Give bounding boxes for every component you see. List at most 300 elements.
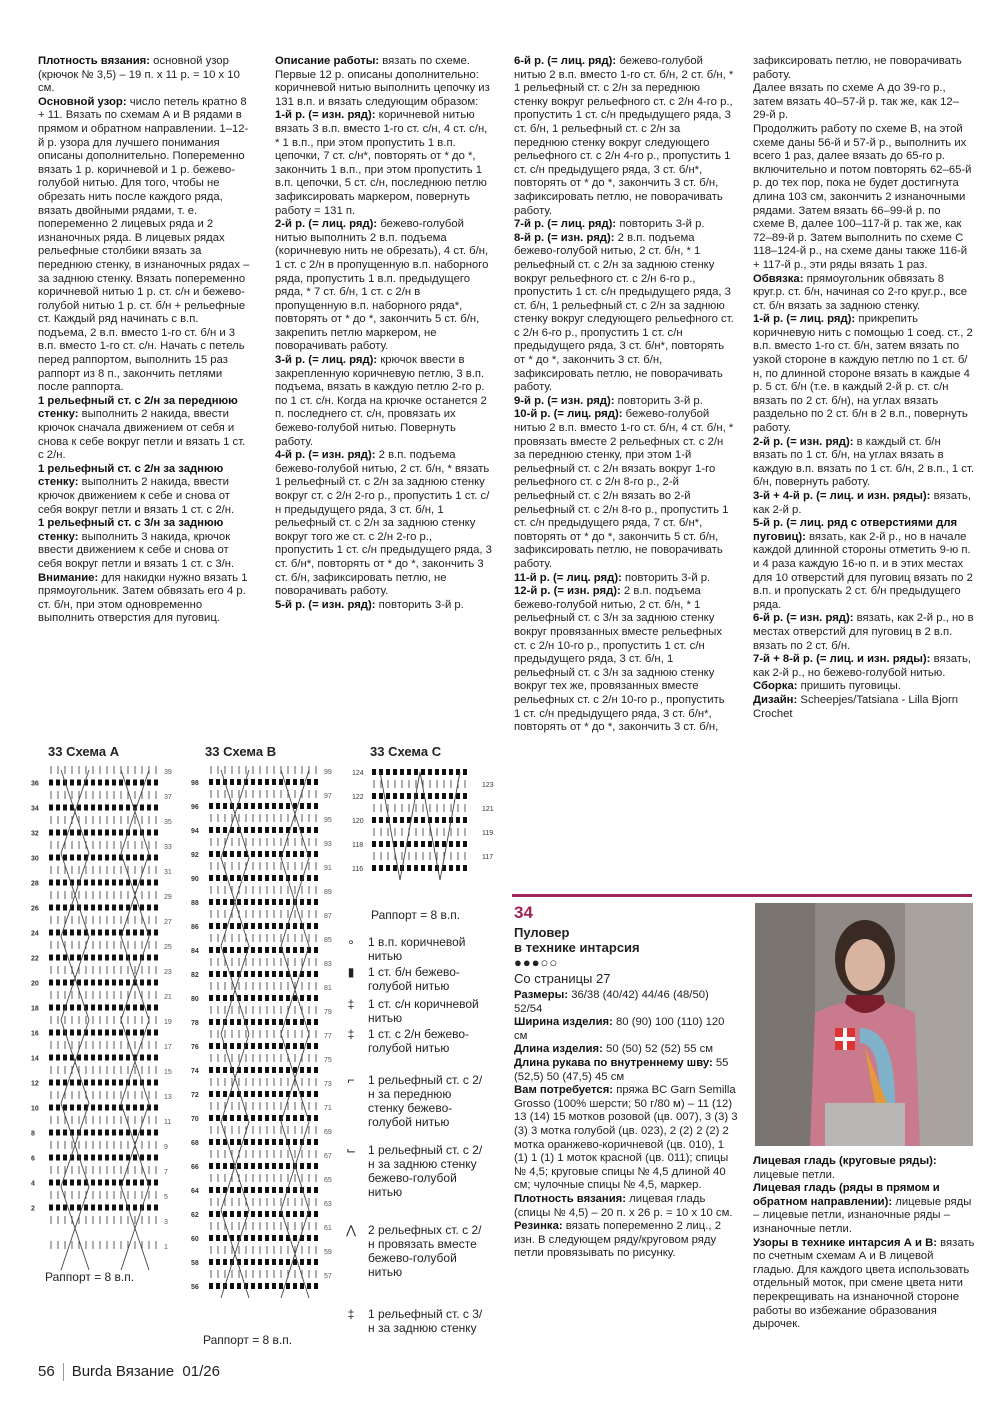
sc-stitch — [112, 1180, 116, 1186]
intarsia: Узоры в технике интарсия А и В: вязать по счетным схемам А и В лицевой гладью. Для каждого цвета использовать отдельный моток, при смене цвета нити перекрещивать на изнаночной стороне работы во избежание образования дырочек. — [753, 1236, 975, 1331]
sc-stitch — [244, 875, 248, 881]
row-number: 118 — [352, 842, 364, 849]
sc-stitch — [119, 955, 123, 961]
sc-stitch — [147, 880, 151, 886]
sc-stitch — [112, 980, 116, 986]
sc-stitch — [56, 1080, 60, 1086]
row-number: 64 — [191, 1188, 199, 1195]
sc-stitch — [286, 1019, 290, 1025]
sc-stitch — [216, 995, 220, 1001]
row-number: 39 — [164, 769, 172, 776]
sc-stitch — [272, 1187, 276, 1193]
row-number: 91 — [324, 865, 332, 872]
row-number: 14 — [31, 1055, 39, 1063]
sc-stitch — [407, 793, 411, 799]
sc-stitch — [237, 899, 241, 905]
sc-stitch — [372, 841, 376, 847]
sc-stitch — [258, 803, 262, 809]
row-number: 80 — [191, 996, 199, 1003]
sc-stitch — [140, 1005, 144, 1011]
row-number: 33 — [164, 844, 172, 851]
sc-stitch — [307, 1283, 311, 1289]
sc-stitch — [91, 955, 95, 961]
row-number: 28 — [31, 880, 39, 888]
sc-stitch — [56, 1105, 60, 1111]
sc-stitch — [133, 780, 137, 786]
sc-stitch — [216, 803, 220, 809]
sc-stitch — [133, 830, 137, 836]
sc-stitch — [147, 1055, 151, 1061]
decrease-icon: ⋀ — [346, 1223, 356, 1237]
sc-stitch — [314, 1067, 318, 1073]
sc-stitch — [244, 971, 248, 977]
sc-stitch — [91, 1180, 95, 1186]
sc-stitch — [216, 1115, 220, 1121]
column-1 — [38, 55, 250, 626]
sc-stitch — [209, 1067, 213, 1073]
sc-stitch — [400, 769, 404, 775]
sc-stitch — [70, 1180, 74, 1186]
sc-stitch — [49, 1105, 53, 1111]
sc-stitch — [70, 955, 74, 961]
row-number: 26 — [31, 905, 39, 913]
sc-stitch — [84, 1080, 88, 1086]
sc-stitch — [63, 1105, 67, 1111]
sc-stitch — [154, 805, 158, 811]
sc-stitch — [251, 1283, 255, 1289]
row-number: 96 — [191, 804, 199, 811]
sc-stitch — [279, 1235, 283, 1241]
sc-stitch — [112, 1205, 116, 1211]
sc-stitch — [400, 793, 404, 799]
sc-stitch — [119, 805, 123, 811]
sc-stitch — [307, 995, 311, 1001]
sc-stitch — [258, 1043, 262, 1049]
row-number: 92 — [191, 852, 199, 859]
paragraph-assembly: Сборка: пришить пуговицы. — [753, 680, 901, 693]
sc-stitch — [314, 1139, 318, 1145]
sc-stitch — [105, 1155, 109, 1161]
sc-stitch — [279, 1259, 283, 1265]
sc-stitch — [272, 1019, 276, 1025]
sc-stitch — [407, 865, 411, 871]
sc-stitch — [91, 930, 95, 936]
sc-stitch — [258, 995, 262, 1001]
sc-stitch — [154, 1130, 158, 1136]
sc-stitch — [307, 1163, 311, 1169]
sc-stitch — [251, 803, 255, 809]
sc-stitch — [119, 1055, 123, 1061]
row-number: 63 — [324, 1201, 332, 1208]
sc-stitch — [463, 769, 467, 775]
sc-stitch — [307, 803, 311, 809]
row-number: 13 — [164, 1094, 172, 1101]
sc-stitch — [126, 1005, 130, 1011]
sc-stitch — [91, 1105, 95, 1111]
sc-stitch — [244, 1235, 248, 1241]
edging-row-7-8: 7-й + 8-й р. (= лиц. и изн. ряды): вязать, как 2-й р., но бежево-голубой нитью. — [753, 653, 971, 679]
sc-stitch — [286, 1163, 290, 1169]
sc-stitch — [293, 1283, 297, 1289]
sc-stitch — [63, 1205, 67, 1211]
sc-stitch — [272, 1283, 276, 1289]
scheme-b-chart — [175, 760, 335, 1300]
sc-stitch — [119, 980, 123, 986]
sc-stitch — [56, 1030, 60, 1036]
sc-stitch — [49, 1155, 53, 1161]
sc-stitch — [442, 841, 446, 847]
tr-icon: ‡ — [347, 1027, 355, 1041]
row-number: 3 — [164, 1219, 168, 1226]
sc-stitch — [209, 1019, 213, 1025]
row-number: 70 — [191, 1116, 199, 1123]
sc-stitch — [154, 955, 158, 961]
sc-stitch — [216, 923, 220, 929]
sc-stitch — [237, 1187, 241, 1193]
sc-stitch — [223, 851, 227, 857]
sc-stitch — [279, 1091, 283, 1097]
sc-stitch — [126, 1130, 130, 1136]
model-34-info — [514, 925, 739, 1261]
sc-stitch — [386, 793, 390, 799]
sc-stitch — [147, 905, 151, 911]
sc-stitch — [272, 1259, 276, 1265]
row-3: 3-й р. (= лиц. ряд): крючок ввести в закрепленную коричневую петлю, 3 в.п. подъема, вязать в каждую петлю 2-го р. по 1 ст. с/н. Когда на крючке останется 2 п. последнего ст. с/н, провязать их бежево-голубой нитью. Повернуть работу. — [275, 354, 487, 448]
row-number: 68 — [191, 1140, 199, 1147]
sc-stitch — [56, 955, 60, 961]
sc-stitch — [91, 855, 95, 861]
sc-stitch — [230, 1187, 234, 1193]
sc-stitch — [63, 1080, 67, 1086]
dc-icon: ‡ — [347, 997, 355, 1011]
sc-stitch — [98, 980, 102, 986]
sc-stitch — [63, 905, 67, 911]
sc-stitch — [209, 1139, 213, 1145]
sc-stitch — [230, 1283, 234, 1289]
sc-stitch — [286, 1043, 290, 1049]
sc-stitch — [147, 1205, 151, 1211]
sc-stitch — [98, 1105, 102, 1111]
sc-stitch — [393, 865, 397, 871]
sc-stitch — [77, 830, 81, 836]
sc-stitch — [105, 930, 109, 936]
sc-stitch — [300, 1259, 304, 1265]
sc-stitch — [300, 1163, 304, 1169]
sc-stitch — [293, 803, 297, 809]
gauge: Плотность вязания: лицевая гладь (спицы № 4,5) – 20 п. х 26 р. = 10 х 10 см. — [514, 1192, 733, 1219]
sc-stitch — [421, 841, 425, 847]
sc-stitch — [251, 1115, 255, 1121]
scheme-a-chart — [20, 760, 180, 1270]
sc-stitch — [258, 1091, 262, 1097]
sc-stitch — [393, 793, 397, 799]
rib: Резинка: вязать попеременно 2 лиц., 2 изн. В следующем ряду/круговом ряду петли провязывать по рисунку. — [514, 1220, 721, 1260]
sc-stitch — [133, 1080, 137, 1086]
sc-stitch — [209, 1235, 213, 1241]
row-10: 10-й р. (= лиц. ряд): бежево-голубой нитью 2 в.п. вместо 1-го ст. б/н, 4 ст. б/н, * провязать вместе 2 рельефных ст. с 2/н за переднюю стенку, при этом 1-й рельефный ст. с 2/н вязать вокруг 1-го рельефного ст. с 2/н 8-го р., 2-й рельефный ст. с 2/н вязать во 2-й рельефный ст. с 2/н 8-го р., пропустить 1 ст. с/н предыдущего ряда, 7 ст. б/н*, повторять от * до *, закончить 5 ст. б/н, зафиксировать петлю, не поворачивать работу. — [514, 408, 734, 570]
sc-stitch — [119, 1205, 123, 1211]
sc-stitch — [251, 923, 255, 929]
sc-stitch — [272, 947, 276, 953]
sc-stitch — [140, 1155, 144, 1161]
row-number: 31 — [164, 869, 172, 876]
sc-stitch — [314, 1163, 318, 1169]
sc-stitch — [293, 1043, 297, 1049]
sc-stitch — [251, 1067, 255, 1073]
sc-stitch — [49, 1030, 53, 1036]
row-number: 98 — [191, 780, 199, 787]
sc-stitch — [300, 851, 304, 857]
row-9: 9-й р. (= изн. ряд): повторить 3-й р. — [514, 394, 703, 407]
sc-stitch — [265, 827, 269, 833]
sc-stitch — [407, 841, 411, 847]
row-number: 93 — [324, 841, 332, 848]
sc-stitch — [140, 1030, 144, 1036]
sc-stitch — [154, 980, 158, 986]
row-number: 85 — [324, 937, 332, 944]
sc-stitch — [56, 780, 60, 786]
sc-stitch — [56, 830, 60, 836]
magazine-name: Burda Вязание — [71, 1363, 175, 1380]
row-number: 74 — [191, 1068, 199, 1075]
sc-stitch — [147, 1005, 151, 1011]
sc-stitch — [63, 880, 67, 886]
sc-stitch — [77, 805, 81, 811]
sc-stitch — [258, 1139, 262, 1145]
sc-stitch — [258, 851, 262, 857]
sc-stitch — [428, 841, 432, 847]
row-number: 19 — [164, 1019, 172, 1026]
post-stitch-line — [380, 772, 460, 880]
model-photo — [755, 903, 973, 1146]
sc-stitch — [63, 1130, 67, 1136]
sc-stitch — [56, 1155, 60, 1161]
sc-stitch — [209, 1163, 213, 1169]
sc-stitch — [286, 947, 290, 953]
sc-stitch — [244, 827, 248, 833]
paragraph-design: Дизайн: Scheepjes/Tatsiana - Lilla Bjorn Crochet — [753, 693, 959, 720]
sc-stitch — [314, 1235, 318, 1241]
sc-stitch — [49, 1080, 53, 1086]
sc-stitch — [105, 955, 109, 961]
sc-stitch — [279, 1139, 283, 1145]
sc-stitch — [265, 1139, 269, 1145]
sc-stitch — [209, 803, 213, 809]
row-number: 30 — [31, 855, 39, 863]
sc-stitch — [209, 851, 213, 857]
sc-stitch — [244, 899, 248, 905]
sc-stitch — [258, 1211, 262, 1217]
row-number: 37 — [164, 794, 172, 801]
sc-stitch — [154, 1105, 158, 1111]
sc-stitch — [421, 817, 425, 823]
sc-stitch — [133, 1155, 137, 1161]
sc-stitch — [258, 1259, 262, 1265]
sc-stitch — [428, 793, 432, 799]
sc-stitch — [449, 793, 453, 799]
sc-stitch — [91, 980, 95, 986]
sc-stitch — [209, 995, 213, 1001]
row-number: 1 — [164, 1244, 168, 1251]
sc-stitch — [379, 769, 383, 775]
sc-stitch — [216, 827, 220, 833]
sc-stitch — [300, 1067, 304, 1073]
sc-stitch — [251, 1187, 255, 1193]
sc-stitch — [258, 827, 262, 833]
row-number: 34 — [31, 805, 39, 813]
sc-stitch — [49, 855, 53, 861]
edging-row-3-4: 3-й + 4-й р. (= лиц. и изн. ряды): вязать, как 2-й р. — [753, 490, 971, 516]
row-number: 89 — [324, 889, 332, 896]
sc-stitch — [56, 855, 60, 861]
sc-stitch — [244, 1187, 248, 1193]
sc-stitch — [216, 1211, 220, 1217]
sc-stitch — [49, 905, 53, 911]
sc-stitch — [449, 841, 453, 847]
sc-stitch — [386, 865, 390, 871]
row-number: 66 — [191, 1164, 199, 1171]
sc-stitch — [223, 947, 227, 953]
sc-stitch — [279, 995, 283, 1001]
row-number: 99 — [324, 769, 332, 776]
row-number: 94 — [191, 828, 199, 835]
sc-stitch — [49, 780, 53, 786]
sc-stitch — [126, 1105, 130, 1111]
sc-stitch — [140, 855, 144, 861]
edging-row-6: 6-й р. (= изн. ряд): вязать, как 2-й р., но в местах отверстий для пуговиц в 2 в.п. вязать по 2 ст. б/н. — [753, 612, 974, 652]
sc-stitch — [314, 923, 318, 929]
sc-stitch — [216, 851, 220, 857]
sc-stitch — [279, 875, 283, 881]
sc-stitch — [105, 1180, 109, 1186]
paragraph-next: Далее вязать по схеме А до 39-го р., затем вязать 40–57-й р. так же, как 12–29-й р. — [753, 82, 959, 122]
sc-stitch — [258, 1019, 262, 1025]
paragraph-edging: Обвязка: прямоугольник обвязать 8 круг.р. ст. б/н, начиная со 2-го круг.р., все ст. б/н вязать за заднюю стенку. — [753, 272, 968, 312]
sc-stitch — [279, 1283, 283, 1289]
sc-stitch — [300, 1115, 304, 1121]
sc-stitch — [237, 1139, 241, 1145]
sc-stitch — [293, 1211, 297, 1217]
sc-stitch — [314, 875, 318, 881]
sc-stitch — [251, 1163, 255, 1169]
sc-stitch — [105, 1005, 109, 1011]
sc-stitch — [112, 805, 116, 811]
sc-stitch — [223, 971, 227, 977]
sc-stitch — [133, 930, 137, 936]
sc-stitch — [237, 1019, 241, 1025]
sc-stitch — [216, 1091, 220, 1097]
sc-stitch — [244, 1259, 248, 1265]
sc-stitch — [237, 851, 241, 857]
sc-stitch — [251, 947, 255, 953]
page-number: 56 — [38, 1363, 55, 1380]
sc-stitch — [314, 1211, 318, 1217]
sc-stitch — [435, 841, 439, 847]
sc-stitch — [84, 980, 88, 986]
sc-stitch — [154, 880, 158, 886]
row-number: 71 — [324, 1105, 332, 1112]
sc-stitch — [314, 947, 318, 953]
sc-stitch — [77, 1205, 81, 1211]
sc-stitch — [49, 930, 53, 936]
sc-stitch — [56, 1005, 60, 1011]
sc-stitch — [237, 779, 241, 785]
back-post-3-icon: ‡ — [347, 1307, 355, 1321]
sc-stitch — [112, 830, 116, 836]
sc-stitch — [279, 899, 283, 905]
sc-stitch — [300, 1043, 304, 1049]
sc-stitch — [251, 851, 255, 857]
sc-stitch — [251, 1043, 255, 1049]
sc-stitch — [133, 1105, 137, 1111]
sc-stitch — [98, 805, 102, 811]
column-4 — [753, 55, 975, 721]
sc-stitch — [119, 1030, 123, 1036]
sc-stitch — [84, 1130, 88, 1136]
sc-stitch — [293, 827, 297, 833]
sc-stitch — [223, 1211, 227, 1217]
scheme-b-rapport: Раппорт = 8 в.п. — [203, 1333, 293, 1347]
sc-stitch — [293, 779, 297, 785]
sc-stitch — [119, 1155, 123, 1161]
sc-stitch — [463, 793, 467, 799]
sc-stitch — [293, 1091, 297, 1097]
row-number: 61 — [324, 1225, 332, 1232]
sc-stitch — [428, 769, 432, 775]
sc-stitch — [84, 805, 88, 811]
sc-stitch — [84, 1205, 88, 1211]
sc-stitch — [98, 780, 102, 786]
paragraph-continue: Продолжить работу по схеме В, на этой схеме даны 56-й и 57-й р., выполнить их всего 1 раз, далее вязать до 65-го р. включительно и потом повторять 62–65-й р. до тех пор, пока не будет достигнута длина 103 см, закончить 2 изнаночными рядами. Затем вязать 66–99-й р. по схеме В, далее 100–117-й р. так же, как 72–89-й р. Затем выполнить по схеме С 118–124-й р., на схеме даны также 116-й + 117-й р., эти ряды вязать 1 раз. — [753, 122, 972, 271]
paragraph-main-pattern: Основной узор: число петель кратно 8 + 11. Вязать по схемам А и В рядами в прямом и обратном направлении. 1–12-й р. узора для лучшего понимания описаны дополнительно. Попеременно вязать 1 р. коричневой и 1 р. бежево-голубой нитью. Для того, чтобы не обрезать нить после каждого ряда, вязать двойными рядами, т. е. попеременно 2 лицевых ряда и 2 изнаночных ряда. В лицевых рядах рельефные столбики вязать за переднюю стенку, в изнаночных рядах – за заднюю стенку. Вязать попеременно коричневой нитью 1 р. ст. с/н и бежево-голубой нитью 1 р. ст. б/н + рельефные ст. Каждый ряд начинать с в.п. подъема, 2 в.п. вместо 1-го ст. б/н и 3 в.п. вместо 1-го ст. с/н. Начать с петель перед раппортом, выполнить 15 раз раппорт из 8 п., закончить петлями после раппорта. — [38, 95, 250, 394]
row-number: 29 — [164, 894, 172, 901]
row-number: 90 — [191, 876, 199, 883]
sc-stitch — [98, 1155, 102, 1161]
sc-stitch — [442, 793, 446, 799]
sc-stitch — [216, 1067, 220, 1073]
sc-stitch — [421, 865, 425, 871]
sc-stitch — [98, 1005, 102, 1011]
sc-stitch — [209, 875, 213, 881]
sc-stitch — [56, 905, 60, 911]
sc-stitch — [133, 1030, 137, 1036]
sc-stitch — [314, 1091, 318, 1097]
sc-stitch — [272, 851, 276, 857]
sc-stitch — [209, 827, 213, 833]
sc-stitch — [105, 780, 109, 786]
sc-stitch — [463, 865, 467, 871]
sc-stitch — [265, 875, 269, 881]
sc-stitch — [314, 995, 318, 1001]
sc-stitch — [237, 947, 241, 953]
sc-stitch — [209, 923, 213, 929]
sc-stitch — [216, 779, 220, 785]
edging-row-1: 1-й р. (= лиц. ряд): прикрепить коричневую нить с помощью 1 соед. ст., 2 в.п. вместо 1-го ст. б/н, затем вязать по узкой стороне в каждую петлю по 1 ст. б/н, по длинной стороне вязать в каждые 4 р. 5 ст. б/н (т.е. в каждый 2-й р. ст. с/н вязать по 2 ст. б/н), на углах вязать раздельно по 2 ст. б/н в 2 в.п., повернуть работу. — [753, 313, 973, 435]
sc-icon: ▮ — [347, 965, 355, 979]
row-number: 6 — [31, 1155, 35, 1163]
row-number: 7 — [164, 1169, 168, 1176]
sc-stitch — [435, 817, 439, 823]
row-number: 57 — [324, 1273, 332, 1280]
sc-stitch — [98, 1130, 102, 1136]
sc-stitch — [84, 955, 88, 961]
row-number: 69 — [324, 1129, 332, 1136]
sc-stitch — [223, 1091, 227, 1097]
sc-stitch — [307, 971, 311, 977]
sc-stitch — [372, 793, 376, 799]
scheme-a-title: 33 Схема А — [48, 744, 120, 759]
sc-stitch — [372, 865, 376, 871]
